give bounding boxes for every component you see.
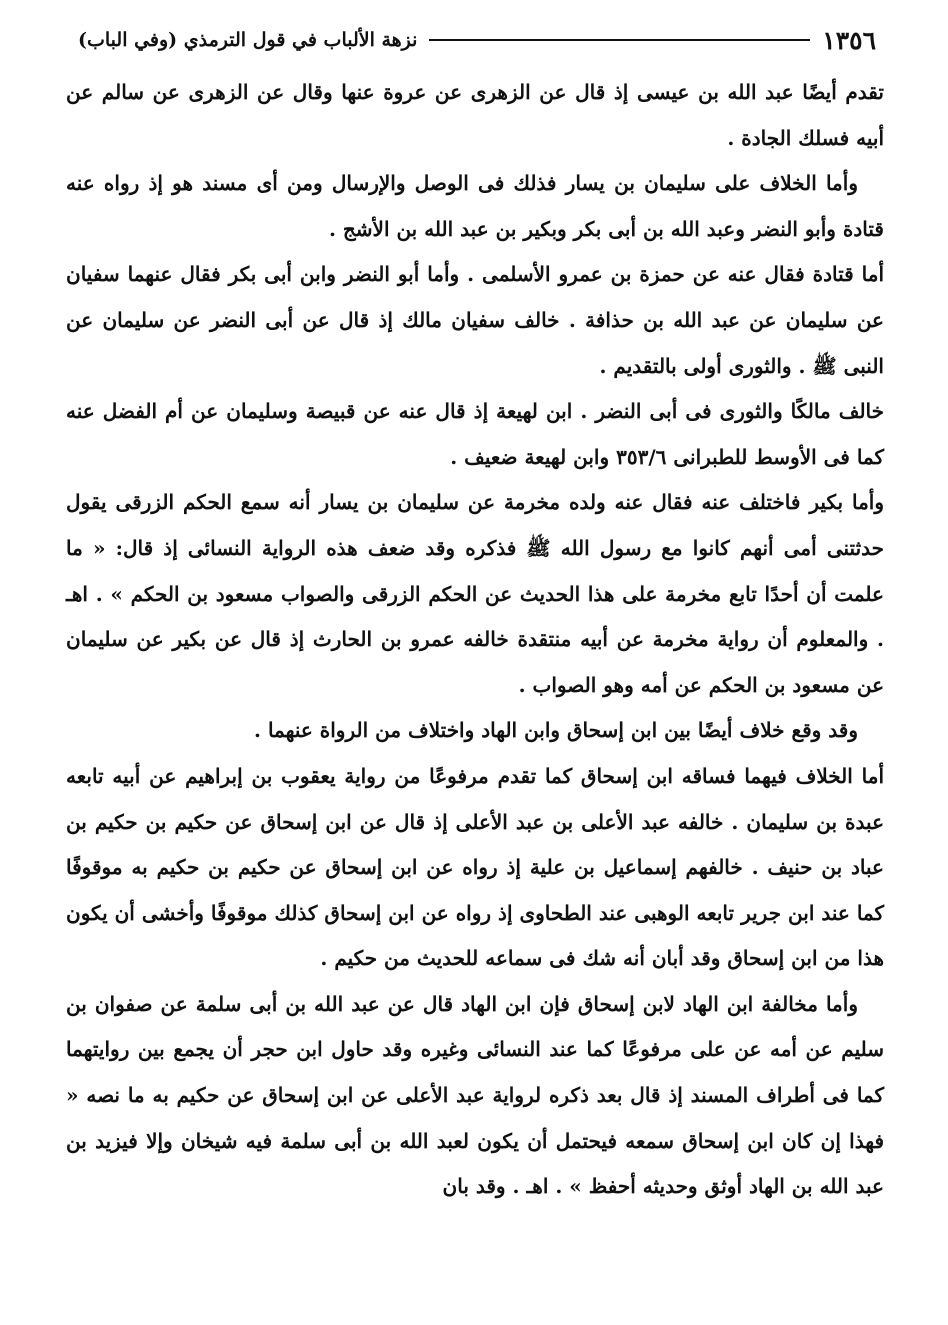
body-text <box>66 70 884 1210</box>
paragraph-8: وأما مخالفة ابن الهاد لابن إسحاق فإن ابن الهاد قال عن عبد الله بن أبى سلمة عن صفوان بن سليم عن أمه عن على مرفوعًا كما عند النسائى وغيره وقد حاول ابن حجر أن يجمع بين روايتهما كما فى أطراف المسند إذ قال بعد ذكره لرواية عبد الأعلى عن ابن إسحاق عن حكيم به ما نصه « فهذا إن كان ابن إسحاق سمعه فيحتمل أن يكون لعبد الله بن أبى سلمة فيه شيخان وإلا فيزيد بن عبد الله بن الهاد أوثق وحديثه أحفظ » . اهـ . وقد بان <box>66 991 884 1199</box>
paragraph-1: تقدم أيضًا عبد الله بن عيسى إذ قال عن الزهرى عن عروة عنها وقال عن الزهرى عن سالم عن أبيه فسلك الجادة . <box>66 80 884 150</box>
paragraph-5: وأما بكير فاختلف عنه فقال عنه ولده مخرمة عن سليمان بن يسار أنه سمع الحكم الزرقى يقول حدثتنى أمى أنهم كانوا مع رسول الله ﷺ فذكره وقد ضعف هذه الرواية النسائى إذ قال: « ما علمت أن أحدًا تابع مخرمة على هذا الحديث عن الحكم الزرقى والصواب مسعود بن الحكم » . اهـ . والمعلوم أن رواية مخرمة عن أبيه منتقدة خالفه عمرو بن الحارث إذ قال عن بكير عن سليمان عن مسعود بن الحكم عن أمه وهو الصواب . <box>66 490 884 697</box>
paragraph-6: وقد وقع خلاف أيضًا بين ابن إسحاق وابن الهاد واختلاف من الرواة عنهما . <box>254 718 858 743</box>
header-rule <box>429 39 810 41</box>
paragraph-2: وأما الخلاف على سليمان بن يسار فذلك فى الوصل والإرسال ومن أى مسند هو إذ رواه عنه قتادة وأبو النضر وعبد الله بن أبى بكر وبكير بن عبد الله بن الأشج . <box>66 171 884 241</box>
paragraph-3: أما قتادة فقال عنه عن حمزة بن عمرو الأسلمى . وأما أبو النضر وابن أبى بكر فقال عنهما سفيان عن سليمان عن عبد الله بن حذافة . خالف سفيان مالك إذ قال عن أبى النضر عن سليمان عن النبى ﷺ . والثورى أولى بالتقديم . <box>66 262 884 378</box>
running-title: نزهة الألباب في قول الترمذي (وفي الباب) <box>78 29 418 51</box>
paragraph-7: أما الخلاف فيهما فساقه ابن إسحاق كما تقدم مرفوعًا من رواية يعقوب بن إبراهيم عن أبيه تابعه عبدة بن سليمان . خالفه عبد الأعلى بن عبد الأعلى إذ قال عن ابن إسحاق عن حكيم بن حكيم بن عباد بن حنيف . خالفهم إسماعيل بن علية إذ رواه عن ابن إسحاق عن حكيم بن حكيم به موقوفًا كما عند ابن جرير تابعه الوهبى عند الطحاوى إذ رواه عن ابن إسحاق كذلك موقوفًا وأخشى أن يكون هذا من ابن إسحاق وقد أبان أنه شك فى سماعه للحديث من حكيم . <box>66 763 884 971</box>
running-header <box>78 22 876 58</box>
paragraph-4: خالف مالكًا والثورى فى أبى النضر . ابن لهيعة إذ قال عنه عن قبيصة وسليمان عن أم الفضل عنه كما فى الأوسط للطبرانى ٣٥٣/٦ وابن لهيعة ضعيف . <box>66 399 884 469</box>
page-number: ١٣٥٦ <box>822 25 876 55</box>
